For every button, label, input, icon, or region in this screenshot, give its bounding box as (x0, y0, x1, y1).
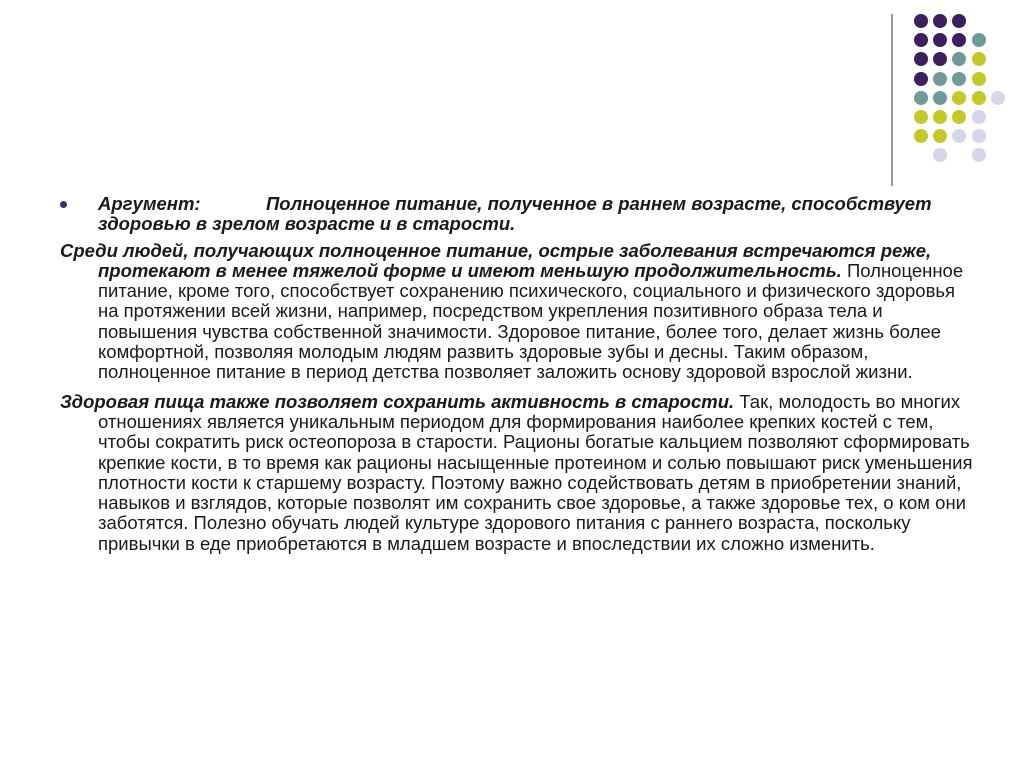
decorative-dot-icon (933, 148, 947, 162)
argument-text: Полноценное питание, полученное в раннем возрасте, способствует здоровью в зрелом возрасте и в старости. (98, 193, 932, 235)
decorative-dot-icon (914, 14, 928, 28)
decorative-dot-icon (914, 72, 928, 86)
decorative-dot-icon (914, 52, 928, 66)
bullet-icon (60, 201, 67, 208)
acute-illness-text: Полноценное питание, кроме того, способствует сохранению психического, социального и физического здоровья на протяжении всей жизни, например, посредством укрепления позитивного образа тела и повышения чувства собственной значимости. Здоровое питание, более того, делает жизнь более комфортной, позволяя молодым людям развить здоровые зубы и десны. Таким образом, полноценное питание в период детства позволяет заложить основу здоровой взрослой жизни. (98, 259, 964, 383)
decorative-dot-icon (952, 33, 966, 47)
decorative-dot-grid (0, 0, 1024, 180)
decorative-dot-icon (972, 52, 986, 66)
slide-body (60, 194, 980, 554)
decorative-dot-icon (991, 91, 1005, 105)
decorative-dot-icon (952, 72, 966, 86)
decorative-dot-icon (972, 129, 986, 143)
decorative-dot-icon (914, 110, 928, 124)
decorative-dot-icon (933, 33, 947, 47)
argument-label: Аргумент: (98, 193, 201, 214)
decorative-dot-icon (914, 129, 928, 143)
decorative-dot-icon (952, 110, 966, 124)
decorative-dot-icon (933, 72, 947, 86)
decorative-dot-icon (972, 148, 986, 162)
argument-paragraph (60, 194, 980, 235)
decorative-dot-icon (933, 52, 947, 66)
decorative-dot-icon (952, 52, 966, 66)
decorative-dot-icon (972, 91, 986, 105)
decorative-dot-icon (914, 91, 928, 105)
decorative-dot-icon (972, 72, 986, 86)
decorative-dot-icon (933, 129, 947, 143)
decorative-dot-icon (933, 91, 947, 105)
old-age-emphasis: Здоровая пища также позволяет сохранить активность в старости. (60, 390, 735, 412)
decorative-dot-icon (952, 91, 966, 105)
decorative-dot-icon (933, 14, 947, 28)
decorative-dot-icon (914, 33, 928, 47)
decorative-dot-icon (952, 14, 966, 28)
decorative-dot-icon (952, 129, 966, 143)
acute-illness-paragraph (60, 241, 980, 383)
decorative-dot-icon (972, 33, 986, 47)
acute-illness-emphasis: Среди людей, получающих полноценное питание, острые заболевания встречаются реже, протекают в менее тяжелой форме и имеют меньшую продолжительность. (60, 239, 932, 281)
decorative-dot-icon (972, 110, 986, 124)
old-age-text: Так, молодость во многих отношениях является уникальным периодом для формирования наиболее крепких костей с тем, чтобы сократить риск остеопороза в старости. Рационы богатые кальцием позволяют сформировать крепкие кости, в то время как рационы насыщенные протеином и солью повышают риск уменьшения плотности кости к старшему возрасту. Поэтому важно содействовать детям в приобретении знаний, навыков и взглядов, которые позволят им сохранить свое здоровье, а также здоровье тех, о ком они заботятся. Полезно обучать людей культуре здорового питания с раннего возраста, поскольку привычки в еде приобретаются в младшем возрасте и впоследствии их сложно изменить. (98, 390, 973, 554)
old-age-paragraph (60, 392, 980, 554)
decorative-dot-icon (933, 110, 947, 124)
